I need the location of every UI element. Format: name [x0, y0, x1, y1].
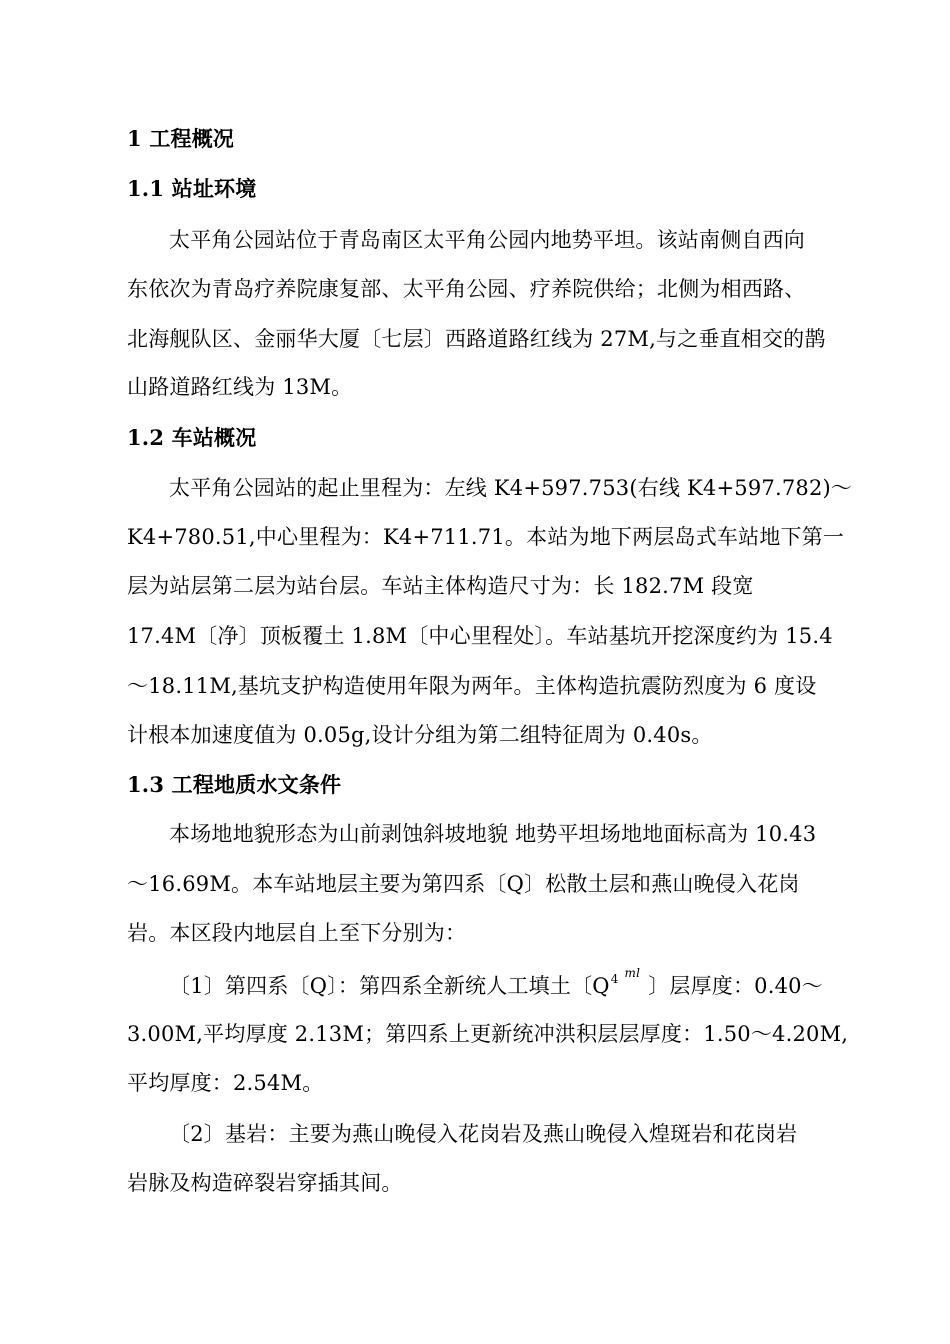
station-line-3: 层为站层第二层为站台层。车站主体构造尺寸为：长 182.7M 段宽: [127, 574, 754, 598]
station-line-4: 17.4M〔净〕顶板覆土 1.8M〔中心里程处〕。车站基坑开挖深度约为 15.4: [127, 624, 833, 648]
heading-1-2: 1.2 车站概况: [127, 425, 257, 450]
geology-item-2-line-2: 岩脉及构造碎裂岩穿插其间。: [127, 1171, 403, 1195]
site-env-line-2: 东依次为青岛疗养院康复部、太平角公园、疗养院供给；北侧为相西路、: [127, 277, 806, 301]
geology-line-3: 岩。本区段内地层自上至下分别为：: [127, 921, 467, 945]
geology-item-1-line-3: 平均厚度：2.54M。: [127, 1071, 324, 1095]
geology-item-2-line-1: 〔2〕基岩：主要为燕山晚侵入花岗岩及燕山晚侵入煌斑岩和花岗岩: [169, 1122, 798, 1146]
heading-1: 1 工程概况: [127, 126, 235, 151]
superscript-4: 4: [610, 972, 619, 986]
superscript-ml: ml: [624, 966, 641, 980]
station-line-2: K4+780.51,中心里程为：K4+711.71。本站为地下两层岛式车站地下第一: [127, 525, 845, 549]
site-env-line-3: 北海舰队区、金丽华大厦〔七层〕西路道路红线为 27M,与之垂直相交的鹊: [127, 327, 826, 351]
geology-item-1-text-end: 〕层厚度：0.40～: [648, 974, 823, 998]
station-line-6: 计根本加速度值为 0.05g,设计分组为第二组特征周为 0.40s。: [127, 723, 713, 747]
site-env-line-4: 山路道路红线为 13M。: [127, 375, 353, 399]
geology-item-1-line-2: 3.00M,平均厚度 2.13M；第四系上更新统冲洪积层层厚度：1.50～4.20M,: [127, 1022, 849, 1046]
station-line-5: ～18.11M,基坑支护构造使用年限为两年。主体构造抗震防烈度为 6 度设: [127, 674, 817, 698]
site-env-line-1: 太平角公园站位于青岛南区太平角公园内地势平坦。该站南侧自西向: [169, 228, 805, 252]
geology-item-1-text: 〔1〕第四系〔Q〕：第四系全新统人工填土〔Q: [169, 974, 610, 998]
heading-1-3: 1.3 工程地质水文条件: [127, 772, 342, 797]
geology-item-1-line-1: [169, 966, 823, 1002]
geology-line-1: 本场地地貌形态为山前剥蚀斜坡地貌 地势平坦场地地面标高为 10.43: [169, 822, 817, 846]
station-line-1: 太平角公园站的起止里程为：左线 K4+597.753(右线 K4+597.782)～: [169, 476, 853, 500]
heading-1-1: 1.1 站址环境: [127, 176, 257, 201]
geology-line-2: ～16.69M。本车站地层主要为第四系〔Q〕松散土层和燕山晚侵入花岗: [127, 872, 800, 896]
